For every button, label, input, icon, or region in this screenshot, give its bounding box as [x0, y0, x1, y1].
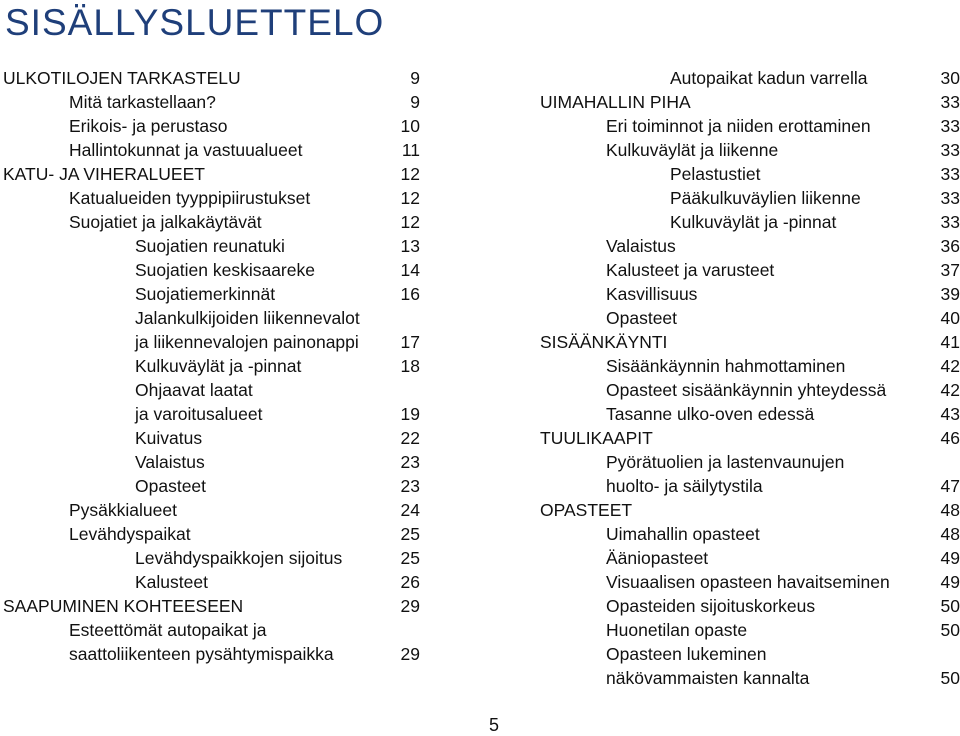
toc-entry-page: 10 [400, 116, 420, 136]
toc-entry-title: Pääkulkuväylien liikenne [670, 188, 861, 208]
toc-entry-title: Suojatien keskisaareke [135, 260, 315, 280]
toc-entry-page: 19 [400, 404, 420, 424]
toc-entry-page: 37 [940, 260, 960, 280]
toc-entry-title: Pelastustiet [670, 164, 761, 184]
page-title: SISÄLLYSLUETTELO [5, 2, 385, 43]
toc-entry [0, 618, 440, 642]
toc-entry-title: Opasteet [606, 308, 678, 328]
toc-entry-page: 33 [940, 140, 960, 160]
toc-entry-title: näkövammaisten kannalta [606, 668, 810, 688]
toc-entry [0, 162, 440, 186]
toc-entry-page: 48 [940, 500, 960, 520]
toc-entry [535, 378, 960, 402]
toc-entry-title: SISÄÄNKÄYNTI [540, 332, 668, 352]
toc-entry-page: 48 [940, 524, 960, 544]
toc-entry-page: 49 [940, 548, 960, 568]
toc-entry-title: Mitä tarkastellaan? [69, 92, 216, 112]
toc-entry-page: 30 [940, 68, 960, 88]
toc-entry [535, 570, 960, 594]
toc-entry-title: Tasanne ulko-oven edessä [606, 404, 815, 424]
toc-entry-page: 22 [400, 428, 420, 448]
toc-entry [0, 594, 440, 618]
toc-entry [535, 186, 960, 210]
toc-entry [0, 66, 440, 90]
toc-entry-page: 43 [940, 404, 960, 424]
toc-entry-title: Opasteen lukeminen [606, 644, 767, 664]
toc-entry [535, 330, 960, 354]
toc-entry [0, 330, 440, 354]
toc-entry [535, 426, 960, 450]
toc-entry-title: Visuaalisen opasteen havaitseminen [606, 572, 890, 592]
toc-entry-page: 46 [940, 428, 960, 448]
toc-entry [535, 666, 960, 690]
toc-entry [0, 138, 440, 162]
toc-entry [0, 474, 440, 498]
toc-entry-page: 50 [940, 596, 960, 616]
toc-entry [0, 378, 440, 402]
toc-entry [535, 498, 960, 522]
toc-entry-title: Ohjaavat laatat [135, 380, 253, 400]
toc-entry-title: huolto- ja säilytystila [606, 476, 763, 496]
toc-entry-title: Opasteet [135, 476, 207, 496]
toc-entry-page: 16 [400, 284, 420, 304]
toc-entry-page: 39 [940, 284, 960, 304]
toc-entry-title: OPASTEET [540, 500, 633, 520]
toc-entry-page: 18 [400, 356, 420, 376]
toc-entry-page: 50 [940, 620, 960, 640]
toc-entry-page: 12 [400, 164, 420, 184]
toc-entry-title: ja liikennevalojen painonappi [135, 332, 359, 352]
toc-entry [535, 282, 960, 306]
toc-entry [535, 258, 960, 282]
toc-entry-page: 41 [940, 332, 960, 352]
toc-entry [0, 210, 440, 234]
toc-entry-title: saattoliikenteen pysähtymispaikka [69, 644, 334, 664]
toc-entry-title: Opasteet sisäänkäynnin yhteydessä [606, 380, 887, 400]
toc-entry-title: Esteettömät autopaikat ja [69, 620, 267, 640]
toc-entry-title: KATU- JA VIHERALUEET [3, 164, 205, 184]
toc-entry [0, 258, 440, 282]
toc-entry-title: UIMAHALLIN PIHA [540, 92, 691, 112]
toc-entry-title: Autopaikat kadun varrella [670, 68, 868, 88]
toc-entry-title: Suojatiemerkinnät [135, 284, 276, 304]
toc-entry [535, 522, 960, 546]
toc-entry-page: 26 [400, 572, 420, 592]
toc-entry [0, 90, 440, 114]
toc-entry-page: 17 [400, 332, 420, 352]
toc-entry [0, 114, 440, 138]
toc-entry [0, 354, 440, 378]
toc-entry [535, 306, 960, 330]
toc-entry-title: Kulkuväylät ja -pinnat [670, 212, 837, 232]
toc-entry [0, 282, 440, 306]
toc-entry-title: Valaistus [606, 236, 676, 256]
toc-entry-page: 33 [940, 188, 960, 208]
toc-entry-title: ULKOTILOJEN TARKASTELU [3, 68, 241, 88]
toc-entry-title: Erikois- ja perustaso [69, 116, 228, 136]
toc-entry-title: Hallintokunnat ja vastuualueet [69, 140, 303, 160]
toc-entry [535, 114, 960, 138]
toc-entry-page: 9 [410, 68, 420, 88]
toc-entry-page: 23 [400, 476, 420, 496]
toc-entry-title: Sisäänkäynnin hahmottaminen [606, 356, 846, 376]
toc-entry [0, 522, 440, 546]
toc-entry [535, 474, 960, 498]
toc-left-column [0, 66, 440, 666]
toc-entry [535, 546, 960, 570]
toc-entry [0, 498, 440, 522]
toc-entry-title: Pysäkkialueet [69, 500, 177, 520]
toc-entry [0, 402, 440, 426]
toc-entry [0, 570, 440, 594]
toc-entry-page: 29 [400, 596, 420, 616]
toc-entry-page: 42 [940, 356, 960, 376]
toc-entry [535, 354, 960, 378]
toc-entry-title: Suojatiet ja jalkakäytävät [69, 212, 262, 232]
toc-entry [535, 234, 960, 258]
toc-entry-title: Uimahallin opasteet [606, 524, 760, 544]
toc-entry-page: 36 [940, 236, 960, 256]
toc-entry-title: Kasvillisuus [606, 284, 698, 304]
toc-entry-page: 33 [940, 212, 960, 232]
toc-entry-title: Jalankulkijoiden liikennevalot [135, 308, 360, 328]
toc-entry [0, 306, 440, 330]
toc-entry [0, 450, 440, 474]
toc-entry-title: ja varoitusalueet [135, 404, 263, 424]
toc-entry-title: Suojatien reunatuki [135, 236, 285, 256]
toc-entry-page: 33 [940, 92, 960, 112]
toc-entry [0, 426, 440, 450]
toc-entry-title: Levähdyspaikkojen sijoitus [135, 548, 343, 568]
toc-entry-title: Kalusteet [135, 572, 208, 592]
toc-entry-title: Ääniopasteet [606, 548, 709, 568]
toc-entry-title: Levähdyspaikat [69, 524, 191, 544]
toc-entry [535, 402, 960, 426]
toc-entry-title: Kulkuväylät ja liikenne [606, 140, 779, 160]
toc-entry-page: 12 [400, 188, 420, 208]
toc-entry-title: Pyörätuolien ja lastenvaunujen [606, 452, 845, 472]
toc-entry-page: 24 [400, 500, 420, 520]
toc-entry [535, 90, 960, 114]
toc-entry [535, 450, 960, 474]
toc-entry-page: 33 [940, 164, 960, 184]
toc-entry [0, 642, 440, 666]
toc-entry-page: 23 [400, 452, 420, 472]
toc-entry [535, 210, 960, 234]
toc-entry-page: 13 [400, 236, 420, 256]
toc-entry [535, 66, 960, 90]
toc-entry-title: Kulkuväylät ja -pinnat [135, 356, 302, 376]
toc-entry-page: 25 [400, 548, 420, 568]
toc-entry-page: 33 [940, 116, 960, 136]
toc-entry-page: 42 [940, 380, 960, 400]
toc-entry-title: Katualueiden tyyppipiirustukset [69, 188, 311, 208]
toc-entry [535, 618, 960, 642]
toc-entry [0, 546, 440, 570]
toc-entry-title: TUULIKAAPIT [540, 428, 653, 448]
toc-entry-page: 40 [940, 308, 960, 328]
toc-entry-title: SAAPUMINEN KOHTEESEEN [3, 596, 244, 616]
toc-entry-title: Opasteiden sijoituskorkeus [606, 596, 816, 616]
toc-right-column [535, 66, 960, 690]
toc-entry [535, 162, 960, 186]
toc-entry [535, 138, 960, 162]
toc-entry-page: 49 [940, 572, 960, 592]
toc-entry-title: Kuivatus [135, 428, 203, 448]
toc-entry-page: 29 [400, 644, 420, 664]
toc-entry-title: Valaistus [135, 452, 205, 472]
toc-entry-page: 14 [400, 260, 420, 280]
toc-entry-page: 50 [940, 668, 960, 688]
toc-entry [0, 234, 440, 258]
toc-entry [0, 186, 440, 210]
toc-entry [535, 594, 960, 618]
toc-entry-page: 25 [400, 524, 420, 544]
toc-entry [535, 642, 960, 666]
toc-entry-title: Kalusteet ja varusteet [606, 260, 775, 280]
toc-entry-page: 11 [401, 140, 420, 160]
toc-entry-title: Eri toiminnot ja niiden erottaminen [606, 116, 871, 136]
toc-entry-page: 9 [410, 92, 420, 112]
toc-entry-page: 12 [400, 212, 420, 232]
page-number: 5 [489, 715, 500, 735]
toc-entry-title: Huonetilan opaste [606, 620, 748, 640]
toc-entry-page: 47 [940, 476, 960, 496]
